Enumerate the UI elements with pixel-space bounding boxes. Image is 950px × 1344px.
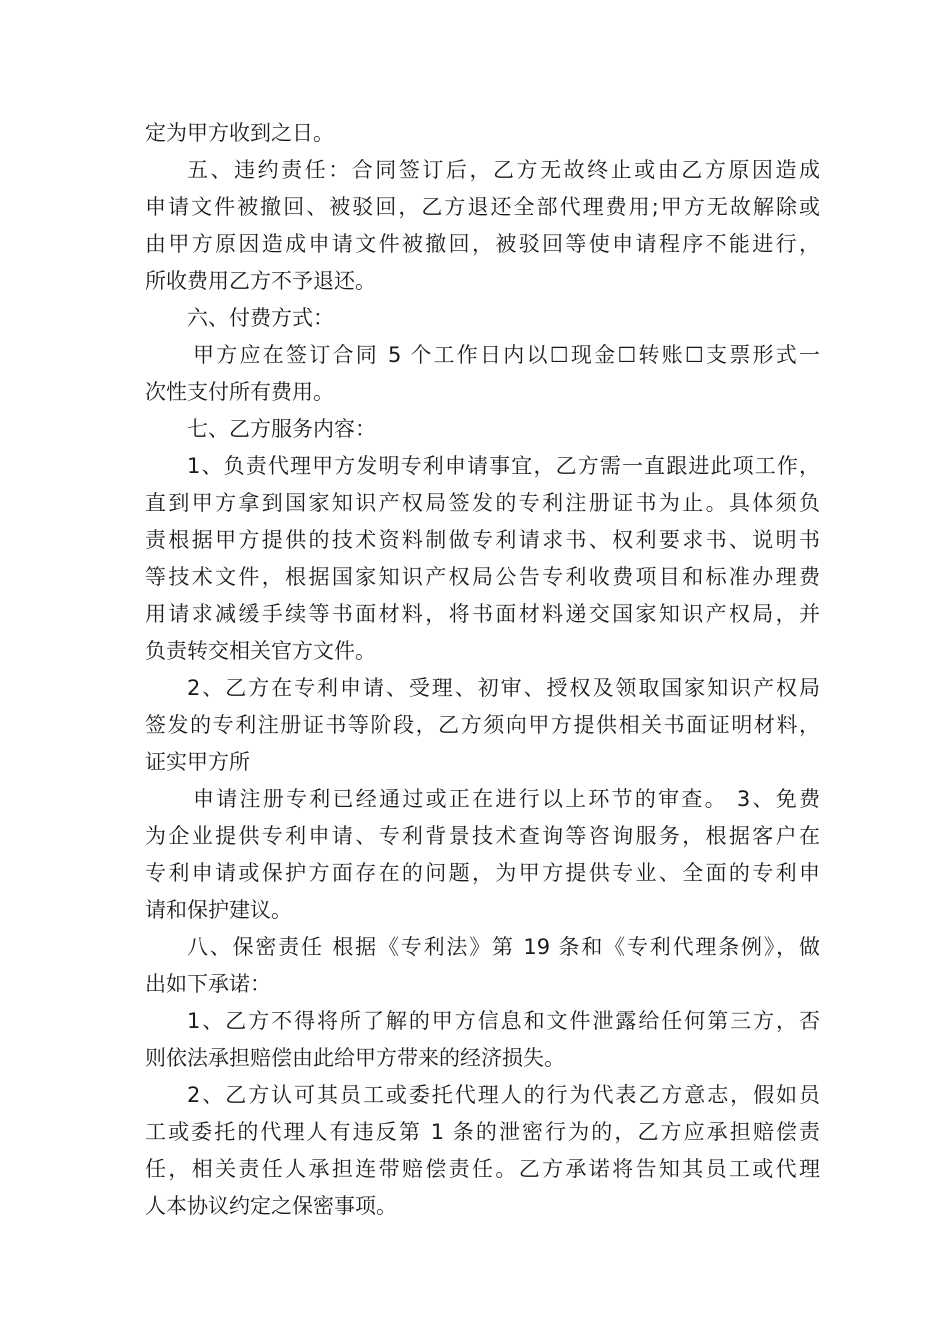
text-line: 甲方应在签订合同 5 个工作日内以☐现金☐转账☐支票形式一 bbox=[193, 343, 820, 367]
text-line: 专利申请或保护方面存在的问题，为甲方提供专业、全面的专利申 bbox=[145, 861, 820, 885]
text-line: 出如下承诺： bbox=[145, 972, 271, 996]
text-line: 请和保护建议。 bbox=[145, 898, 292, 922]
text-line: 用请求减缓手续等书面材料，将书面材料递交国家知识产权局，并 bbox=[145, 602, 820, 626]
text-line: 直到甲方拿到国家知识产权局签发的专利注册证书为止。具体须负 bbox=[145, 491, 820, 515]
text-line: 人本协议约定之保密事项。 bbox=[145, 1194, 397, 1218]
text-line: 由甲方原因造成申请文件被撤回，被驳回等使申请程序不能进行， bbox=[145, 232, 820, 256]
text-line: 负责转交相关官方文件。 bbox=[145, 639, 376, 663]
text-line: 2、乙方在专利申请、受理、初审、授权及领取国家知识产权局 bbox=[187, 676, 820, 700]
text-line: 所收费用乙方不予退还。 bbox=[145, 269, 376, 293]
text-line: 1、负责代理甲方发明专利申请事宜，乙方需一直跟进此项工作， bbox=[187, 454, 820, 478]
section-heading-payment: 六、付费方式： bbox=[187, 306, 334, 330]
text-line: 定为甲方收到之日。 bbox=[145, 121, 334, 145]
text-line: 责根据甲方提供的技术资料制做专利请求书、权利要求书、说明书 bbox=[145, 528, 820, 552]
text-line: 任，相关责任人承担连带赔偿责任。乙方承诺将告知其员工或代理 bbox=[145, 1157, 820, 1181]
text-line: 等技术文件，根据国家知识产权局公告专利收费项目和标准办理费 bbox=[145, 565, 820, 589]
text-line: 1、乙方不得将所了解的甲方信息和文件泄露给任何第三方，否 bbox=[187, 1009, 820, 1033]
text-line: 为企业提供专利申请、专利背景技术查询等咨询服务，根据客户在 bbox=[145, 824, 820, 848]
text-line: 申请文件被撤回、被驳回，乙方退还全部代理费用;甲方无故解除或 bbox=[145, 195, 820, 219]
text-line: 2、乙方认可其员工或委托代理人的行为代表乙方意志，假如员 bbox=[187, 1083, 820, 1107]
contract-body bbox=[145, 115, 820, 1225]
text-line: 签发的专利注册证书等阶段，乙方须向甲方提供相关书面证明材料， bbox=[145, 713, 820, 737]
text-line: 证实甲方所 bbox=[145, 750, 250, 774]
section-heading-confidentiality: 八、保密责任 根据《专利法》第 19 条和《专利代理条例》，做 bbox=[187, 935, 820, 959]
text-line: 则依法承担赔偿由此给甲方带来的经济损失。 bbox=[145, 1046, 565, 1070]
section-heading-services: 七、乙方服务内容： bbox=[187, 417, 376, 441]
section-heading-breach: 五、违约责任：合同签订后，乙方无故终止或由乙方原因造成 bbox=[187, 158, 820, 182]
text-line: 申请注册专利已经通过或正在进行以上环节的审查。 3、免费 bbox=[193, 787, 820, 811]
text-line: 次性支付所有费用。 bbox=[145, 380, 334, 404]
text-line: 工或委托的代理人有违反第 1 条的泄密行为的，乙方应承担赔偿责 bbox=[145, 1120, 820, 1144]
